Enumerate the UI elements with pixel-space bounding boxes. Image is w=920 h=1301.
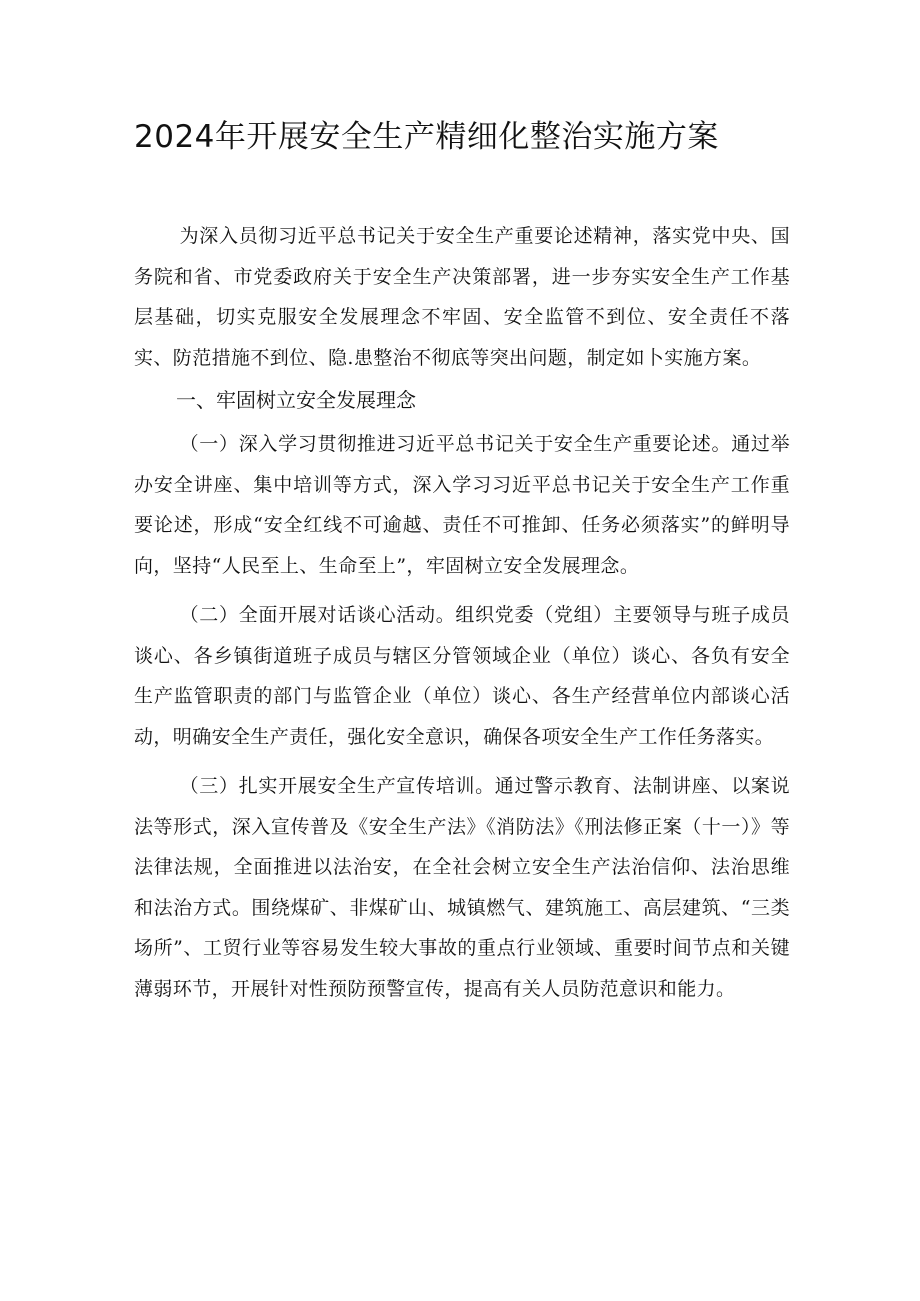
document-title: 2024年开展安全生产精细化整治实施方案 (134, 119, 719, 155)
paragraph-1: （一）深入学习贯彻推进习近平总书记关于安全生产重要论述。通过举办安全讲座、集中培训等方式，深入学习习近平总书记关于安全生产工作重要论述，形成“安全红线不可逾越、责任不可推卸、任务必须落实”的鲜明导向，坚持“人民至上、生命至上”，牢固树立安全发展理念。 (134, 433, 790, 577)
paragraph-spacer (134, 586, 790, 595)
paragraph-3: （三）扎实开展安全生产宣传培训。通过警示教育、法制讲座、以案说法等形式，深入宣传普及《安全生产法》《消防法》《刑法修正案（十一）》等法律法规，全面推进以法治安，在全社会树立安全生产法治信仰、法治思维和法治方式。围绕煤矿、非煤矿山、城镇燃气、建筑施工、高层建筑、“三类场所”、工贸行业等容易发生较大事故的重点行业领域、重要时间节点和关键薄弱环节，开展针对性预防预警宣传，提高有关人员防范意识和能力。 (134, 775, 790, 1000)
document-body (134, 216, 790, 1009)
section-heading-1: 一、牢固树立安全发展理念 (176, 388, 416, 412)
paragraph-spacer (134, 757, 790, 766)
intro-paragraph: 为深入员彻习近平总书记关于安全生产重要论述精神，落实党中央、国务院和省、市党委政府关于安全生产决策部署，进一步夯实安全生产工作基层基础，切实克服安全发展理念不牢固、安全监管不到位、安全责任不落实、防范措施不到位、隐.患整治不彻底等突出问题，制定如卜实施方案。 (134, 225, 790, 369)
paragraph-2: （二）全面开展对话谈心活动。组织党委（党组）主要领导与班子成员谈心、各乡镇街道班子成员与辖区分管领域企业（单位）谈心、各负有安全生产监管职责的部门与监管企业（单位）谈心、各生产经营单位内部谈心活动，明确安全生产责任，强化安全意识，确保各项安全生产工作任务落实。 (134, 604, 790, 748)
